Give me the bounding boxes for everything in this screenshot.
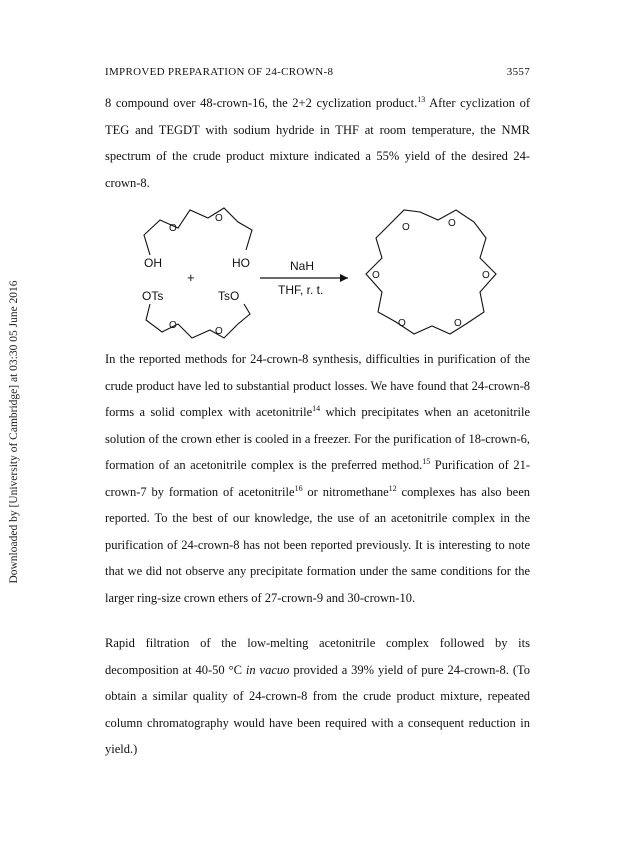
reference-marker: 15 [422, 456, 431, 466]
arrowhead-icon [340, 274, 348, 282]
crown-oxygen-label: O [448, 218, 456, 229]
tosylate-label-right: TsO [218, 289, 240, 303]
in-vacuo-italic: in vacuo [245, 662, 290, 677]
reference-marker: 13 [417, 94, 426, 104]
paragraph-2-part-c: Purification of 21-crown-7 by formation of acetonitrile [105, 458, 530, 499]
crown-oxygen-label: O [402, 222, 410, 233]
paragraph-1-part-a: 8 compound over 48-crown-16, the 2+2 cyclization product. [105, 96, 418, 110]
paragraph-2-part-d: or nitromethane [302, 484, 389, 499]
crown-oxygen-label: O [482, 270, 490, 281]
ether-oxygen-label: O [169, 320, 177, 331]
paragraph-2 [105, 346, 530, 611]
paragraph-1-part-b: After cyclization of TEG and TEGDT with sodium hydride in THF at room temperature, the NMR spectrum of the crude product mixture indicated a 55% yield of the desired 24-crown-8. [105, 96, 530, 190]
reference-marker: 12 [388, 483, 397, 493]
download-watermark [0, 0, 28, 864]
running-title: IMPROVED PREPARATION OF 24-CROWN-8 [105, 66, 334, 78]
reactant-tetraethylene-glycol [144, 208, 252, 255]
paragraph-3-text [105, 630, 530, 763]
paragraph-1-text [105, 90, 530, 196]
ether-oxygen-label: O [215, 326, 223, 337]
tosylate-label-left: OTs [142, 289, 164, 303]
page-number: 3557 [506, 66, 530, 78]
paragraph-2-text [105, 346, 530, 611]
crown-oxygen-label: O [372, 270, 380, 281]
paragraph-2-part-e: complexes has also been reported. To the best of our knowledge, the use of an acetonitrile complex in the purification of 24-crown-8 has not been reported previously. It is interesting to note that we did not observe any precipitate formation under the same conditions for the larger ring-size crown ethers of 27-crown-9 and 30-crown-10. [105, 484, 530, 605]
paragraph-1 [105, 90, 530, 196]
hydroxyl-label-left: OH [144, 256, 162, 270]
paragraph-3 [105, 630, 530, 763]
running-header [105, 66, 530, 78]
crown-oxygen-label: O [398, 318, 406, 329]
hydroxyl-label-right: HO [232, 256, 250, 270]
ether-oxygen-label: O [215, 213, 223, 224]
conditions-label: THF, r. t. [278, 283, 324, 297]
reference-marker: 14 [312, 403, 321, 413]
reactant-tetraethylene-glycol-ditosylate [146, 304, 250, 338]
paragraph-2-part-b: which precipitates when an acetonitrile solution of the crown ether is cooled in a freezer. For the purification of 18-crown-6, formation of an acetonitrile complex is the preferred method. [105, 405, 530, 472]
plus-sign: + [187, 270, 195, 285]
ether-oxygen-label: O [169, 223, 177, 234]
paragraph-3-part-a: Rapid filtration of the low-melting acetonitrile complex followed by its decomposition at 40-50 °C [105, 636, 530, 677]
product-24-crown-8 [366, 210, 496, 334]
reference-marker: 16 [294, 483, 303, 493]
paragraph-2-part-a: In the reported methods for 24-crown-8 synthesis, difficulties in purification of the crude product have led to substantial product losses. We have found that 24-crown-8 forms a solid complex with acetonitrile [105, 352, 530, 419]
reagent-label: NaH [290, 259, 315, 273]
crown-oxygen-label: O [454, 318, 462, 329]
paragraph-3-part-b: provided a 39% yield of pure 24-crown-8. (To obtain a similar quality of 24-crown-8 from the crude product mixture, repeated column chromatography would have been required with a consequent reduction in yield.) [105, 662, 531, 756]
download-watermark-text: Downloaded by [University of Cambridge] at 03:30 05 June 2016 [8, 280, 20, 584]
reaction-scheme [120, 200, 520, 345]
